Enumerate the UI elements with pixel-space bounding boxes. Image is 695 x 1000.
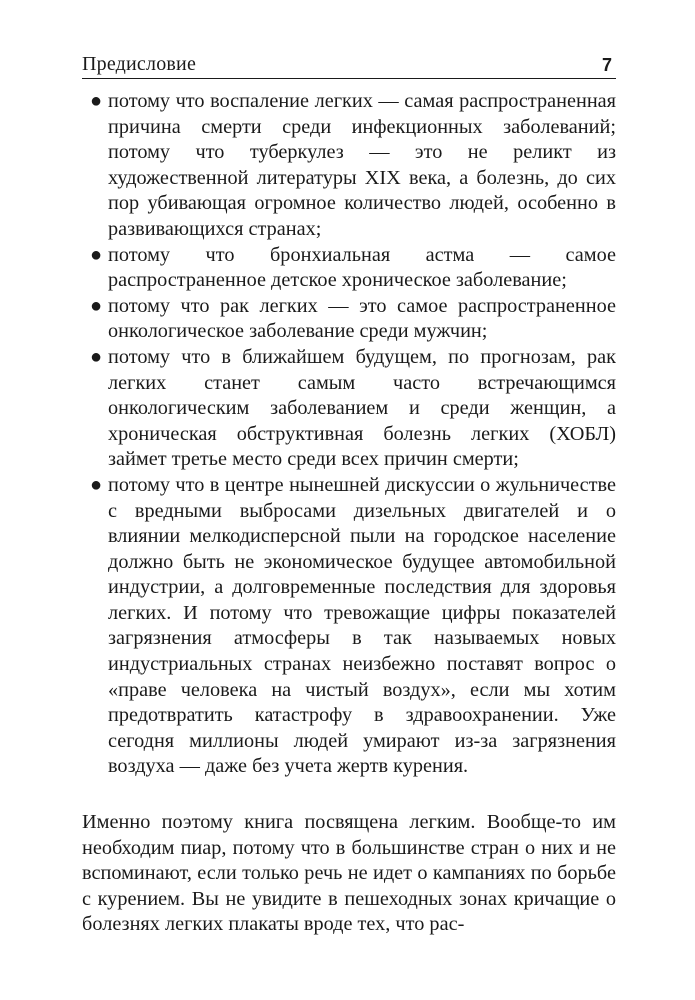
list-item: [82, 294, 616, 345]
list-item-text: потому что воспаление легких — самая распространенная причина смерти среди инфекционных заболеваний; потому что туберкулез — это не реликт из художественной литературы XIX века, а болезнь, до сих пор убивающая огромное количество людей, особенно в развивающихся странах;: [108, 90, 616, 240]
list-item-text: потому что в центре нынешней дискуссии о жульничестве с вредными выбросами дизельных двигателей и о влиянии мелкодисперсной пыли на городское население должно быть не экономическое будущее автомобильной индустрии, а долговременные последствия для здоровья легких. И потому что тревожащие цифры показателей загрязнения атмосферы в так называемых новых индустриальных странах неизбежно поставят вопрос о «праве человека на чистый воздух», если мы хотим предотвратить катастрофу в здравоохранении. Уже сегодня миллионы людей умирают из-за загрязнения воздуха — даже без учета жертв курения.: [108, 473, 616, 778]
list-item: [82, 345, 616, 473]
running-header: [82, 46, 616, 79]
list-item-text: потому что рак легких — это самое распространенное онкологическое заболевание среди мужчин;: [108, 294, 616, 343]
list-item: [82, 243, 616, 294]
book-page: [82, 46, 616, 958]
body-paragraph: Именно поэтому книга посвящена легким. Вообще-то им необходим пиар, потому что в большинстве стран о них и не вспоминают, если только речь не идет о кампаниях по борьбе с курением. Вы не увидите в пешеходных зонах кричащие о болезнях легких плакаты вроде тех, что рас-: [82, 811, 616, 936]
running-title: Предисловие: [82, 53, 197, 75]
list-item: [82, 473, 616, 780]
bullet-icon: ●: [90, 294, 103, 317]
list-item: [82, 89, 616, 243]
bullet-icon: ●: [90, 473, 103, 496]
list-item-text: потому что в ближайшем будущем, по прогнозам, рак легких станет самым часто встречающимся онкологическим заболеванием и среди женщин, а хроническая обструктивная болезнь легких (ХОБЛ) займет третье место среди всех причин смерти;: [108, 345, 616, 471]
bullet-icon: ●: [90, 90, 103, 112]
bullet-icon: ●: [90, 345, 103, 368]
page-number: 7: [601, 55, 612, 75]
bullet-icon: ●: [90, 243, 103, 266]
list-item-text: потому что бронхиальная астма — самое распространенное детское хроническое заболевание;: [108, 243, 616, 292]
bullet-list: [82, 89, 616, 780]
